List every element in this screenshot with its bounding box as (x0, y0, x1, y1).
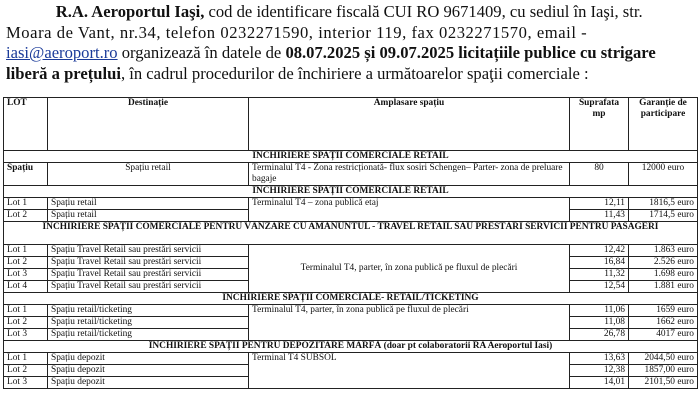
cell-lot: Lot 2 (4, 257, 48, 269)
cell-area: 12,11 (570, 198, 629, 210)
cell-guarantee: 1.698 euro (629, 269, 698, 281)
section-title-row (4, 341, 698, 353)
section-title-row (4, 293, 698, 305)
table-row (4, 305, 698, 317)
cell-destination: Spațiu Travel Retail sau prestări servicii (48, 257, 249, 269)
cell-area: 12,38 (570, 365, 629, 377)
cell-location: Terminalul T4, parter, în zona publică pe fluxul de plecări (249, 305, 570, 341)
intro-line-3 (6, 43, 694, 64)
cell-area: 80 (570, 163, 629, 186)
cell-area: 16,84 (570, 257, 629, 269)
cell-destination: Spațiu depozit (48, 365, 249, 377)
table-row (4, 163, 698, 186)
section-title: ÎNCHIRIERE SPAȚII COMERCIALE PENTRU VÂNZARE CU AMĂNUNTUL - TRAVEL RETAIL SAU PRESTĂRI SERVICII PENTRU PASAGERI (4, 222, 698, 245)
cell-lot: Lot 4 (4, 281, 48, 293)
intro-line-1 (6, 2, 694, 23)
table-row (4, 353, 698, 365)
cell-guarantee: 1662 euro (629, 317, 698, 329)
cell-guarantee: 1857,00 euro (629, 365, 698, 377)
cell-lot: Lot 2 (4, 365, 48, 377)
intro-paragraph (6, 2, 694, 84)
intro-text-2: Moara de Vant, nr.34, telefon 0232271590, interior 119, fax 0232271570, email - (6, 22, 588, 42)
org-name: R.A. Aeroportul Iaşi, (55, 2, 205, 21)
cell-area: 11,43 (570, 210, 629, 222)
intro-text-4: , în cadrul procedurilor de închiriere a următoarelor spaţii comerciale : (120, 63, 589, 83)
cell-guarantee: 1.881 euro (629, 281, 698, 293)
cell-location: Terminalul T4 - Zona restricționată- flux sosiri Schengen– Parter- zona de preluare bagaje (249, 163, 570, 186)
cell-destination: Spațiu retail/ticketing (48, 317, 249, 329)
cell-area: 12,42 (570, 245, 629, 257)
email-link[interactable]: iasi@aeroport.ro (6, 43, 118, 62)
auction-dates: 08.07.2025 și 09.07.2025 licitațiile publice cu strigare (285, 43, 656, 62)
cell-area: 11,08 (570, 317, 629, 329)
header-destination: Destinație (48, 98, 249, 151)
cell-destination: Spațiu retail/ticketing (48, 329, 249, 341)
header-row (4, 98, 698, 151)
header-lot: LOT (4, 98, 48, 151)
section-title-row (4, 151, 698, 163)
section-title: ÎNCHIRIERE SPAȚII COMERCIALE RETAIL (4, 151, 698, 163)
cell-destination: Spațiu Travel Retail sau prestări servicii (48, 281, 249, 293)
cell-guarantee: 2044,50 euro (629, 353, 698, 365)
cell-lot: Spațiu (4, 163, 48, 186)
cell-lot: Lot 3 (4, 269, 48, 281)
cell-location: Terminal T4 SUBSOL (249, 353, 570, 389)
intro-text-3: organizează în datele de (117, 43, 286, 62)
cell-lot: Lot 1 (4, 305, 48, 317)
intro-line-4 (6, 64, 694, 85)
auction-type: liberă a prețului (6, 63, 121, 83)
cell-lot: Lot 2 (4, 210, 48, 222)
header-area: Suprafata mp (570, 98, 629, 151)
section-title-row (4, 222, 698, 245)
cell-area: 13,63 (570, 353, 629, 365)
cell-guarantee: 4017 euro (629, 329, 698, 341)
table-row (4, 245, 698, 257)
cell-location: Terminalul T4, parter, în zona publică pe fluxul de plecări (249, 245, 570, 293)
cell-guarantee: 12000 euro (629, 163, 698, 186)
table-row (4, 198, 698, 210)
cell-destination: Spațiu Travel Retail sau prestări servicii (48, 245, 249, 257)
cell-destination: Spațiu retail (48, 163, 249, 186)
cell-destination: Spațiu retail (48, 210, 249, 222)
cell-guarantee: 1816,5 euro (629, 198, 698, 210)
cell-area: 14,01 (570, 377, 629, 389)
cell-area: 11,06 (570, 305, 629, 317)
cell-guarantee: 1.863 euro (629, 245, 698, 257)
header-guarantee: Garanție de participare (629, 98, 698, 151)
section-title: ÎNCHIRIERE SPAȚII PENTRU DEPOZITARE MARFĂ (doar pt colaboratorii RA Aeroportul Iasi) (4, 341, 698, 353)
cell-guarantee: 1714,5 euro (629, 210, 698, 222)
cell-lot: Lot 2 (4, 317, 48, 329)
cell-lot: Lot 1 (4, 245, 48, 257)
cell-guarantee: 1659 euro (629, 305, 698, 317)
cell-destination: Spațiu retail/ticketing (48, 305, 249, 317)
header-location: Amplasare spațiu (249, 98, 570, 151)
cell-lot: Lot 1 (4, 198, 48, 210)
cell-area: 12,54 (570, 281, 629, 293)
cell-destination: Spațiu depozit (48, 377, 249, 389)
section-title-row (4, 186, 698, 198)
cell-lot: Lot 3 (4, 329, 48, 341)
cell-area: 11,32 (570, 269, 629, 281)
cell-destination: Spațiu depozit (48, 353, 249, 365)
cell-lot: Lot 1 (4, 353, 48, 365)
cell-destination: Spațiu retail (48, 198, 249, 210)
section-title: ÎNCHIRIERE SPAȚII COMERCIALE- RETAIL/TICKETING (4, 293, 698, 305)
cell-destination: Spațiu Travel Retail sau prestări servicii (48, 269, 249, 281)
section-title: ÎNCHIRIERE SPAȚII COMERCIALE RETAIL (4, 186, 698, 198)
cell-guarantee: 2.526 euro (629, 257, 698, 269)
cell-lot: Lot 3 (4, 377, 48, 389)
lots-table (3, 97, 698, 389)
cell-area: 26,78 (570, 329, 629, 341)
cell-location: Terminalul T4 – zona publică etaj (249, 198, 570, 222)
intro-line-2 (6, 23, 694, 44)
cell-guarantee: 2101,50 euro (629, 377, 698, 389)
intro-text-1: cod de identificare fiscală CUI RO 9671409, cu sediul în Iaşi, str. (204, 2, 643, 21)
